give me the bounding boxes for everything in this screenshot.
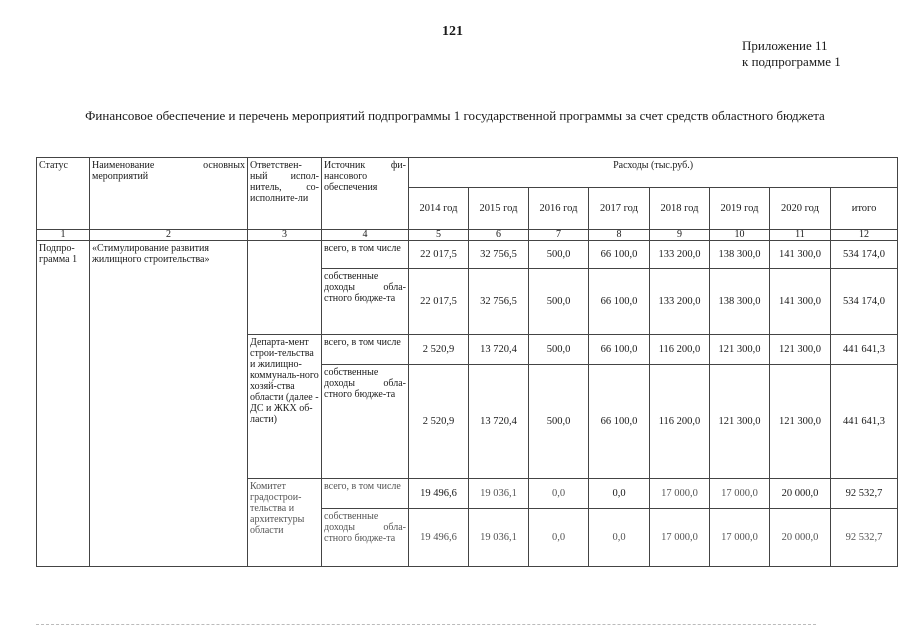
value-cell: 121 300,0 bbox=[710, 335, 770, 365]
column-number: 9 bbox=[650, 230, 710, 241]
value-cell: 66 100,0 bbox=[589, 335, 650, 365]
value-cell: 121 300,0 bbox=[770, 335, 831, 365]
value-cell: 20 000,0 bbox=[770, 479, 831, 509]
value-cell: 133 200,0 bbox=[650, 241, 710, 269]
value-cell: 121 300,0 bbox=[770, 365, 831, 479]
page-bottom-divider bbox=[36, 624, 816, 625]
column-number: 10 bbox=[710, 230, 770, 241]
appendix-reference bbox=[742, 38, 892, 70]
value-cell: 0,0 bbox=[589, 509, 650, 567]
header-total: итого bbox=[831, 188, 898, 230]
value-cell: 500,0 bbox=[529, 241, 589, 269]
header-measure-name: Наименование основных мероприятий bbox=[90, 158, 248, 230]
value-cell: 0,0 bbox=[589, 479, 650, 509]
column-number: 11 bbox=[770, 230, 831, 241]
responsible-cell bbox=[248, 241, 322, 335]
value-cell: 66 100,0 bbox=[589, 365, 650, 479]
value-cell: 0,0 bbox=[529, 509, 589, 567]
value-cell: 92 532,7 bbox=[831, 509, 898, 567]
value-cell: 2 520,9 bbox=[409, 365, 469, 479]
source-cell: собственные доходы обла-стного бюдже-та bbox=[322, 509, 409, 567]
header-year-2018: 2018 год bbox=[650, 188, 710, 230]
value-cell: 500,0 bbox=[529, 365, 589, 479]
header-year-2017: 2017 год bbox=[589, 188, 650, 230]
source-cell: всего, в том числе bbox=[322, 479, 409, 509]
column-number: 8 bbox=[589, 230, 650, 241]
value-cell: 13 720,4 bbox=[469, 335, 529, 365]
value-cell: 13 720,4 bbox=[469, 365, 529, 479]
value-cell: 500,0 bbox=[529, 269, 589, 335]
source-cell: собственные доходы обла-стного бюдже-та bbox=[322, 269, 409, 335]
value-cell: 19 036,1 bbox=[469, 479, 529, 509]
header-year-2015: 2015 год bbox=[469, 188, 529, 230]
value-cell: 500,0 bbox=[529, 335, 589, 365]
column-number: 4 bbox=[322, 230, 409, 241]
value-cell: 534 174,0 bbox=[831, 269, 898, 335]
value-cell: 22 017,5 bbox=[409, 241, 469, 269]
column-number: 2 bbox=[90, 230, 248, 241]
value-cell: 92 532,7 bbox=[831, 479, 898, 509]
value-cell: 66 100,0 bbox=[589, 269, 650, 335]
header-year-2019: 2019 год bbox=[710, 188, 770, 230]
header-expenses: Расходы (тыс.руб.) bbox=[409, 158, 898, 188]
value-cell: 19 036,1 bbox=[469, 509, 529, 567]
value-cell: 2 520,9 bbox=[409, 335, 469, 365]
column-number: 6 bbox=[469, 230, 529, 241]
value-cell: 441 641,3 bbox=[831, 365, 898, 479]
value-cell: 17 000,0 bbox=[710, 509, 770, 567]
page-number: 121 bbox=[442, 24, 463, 39]
measure-name-cell: «Стимулирование развития жилищного строительства» bbox=[90, 241, 248, 567]
column-number: 12 bbox=[831, 230, 898, 241]
header-status: Статус bbox=[37, 158, 90, 230]
appendix-line-1: Приложение 11 bbox=[742, 38, 828, 53]
value-cell: 19 496,6 bbox=[409, 509, 469, 567]
responsible-cell: Комитет градострои-тельства и архитектуры области bbox=[248, 479, 322, 567]
value-cell: 66 100,0 bbox=[589, 241, 650, 269]
value-cell: 17 000,0 bbox=[710, 479, 770, 509]
appendix-line-2: к подпрограмме 1 bbox=[742, 54, 841, 69]
responsible-cell: Департа-мент строи-тельства и жилищно-коммуналь-ного хозяй-ства области (далее - ДС и ЖКХ об-ласти) bbox=[248, 335, 322, 479]
source-cell: всего, в том числе bbox=[322, 335, 409, 365]
header-year-2020: 2020 год bbox=[770, 188, 831, 230]
header-year-2014: 2014 год bbox=[409, 188, 469, 230]
status-cell: Подпро-грамма 1 bbox=[37, 241, 90, 567]
column-number: 5 bbox=[409, 230, 469, 241]
value-cell: 116 200,0 bbox=[650, 365, 710, 479]
column-number: 1 bbox=[37, 230, 90, 241]
value-cell: 138 300,0 bbox=[710, 269, 770, 335]
value-cell: 22 017,5 bbox=[409, 269, 469, 335]
value-cell: 32 756,5 bbox=[469, 269, 529, 335]
value-cell: 20 000,0 bbox=[770, 509, 831, 567]
table-row bbox=[37, 241, 898, 269]
source-cell: всего, в том числе bbox=[322, 241, 409, 269]
value-cell: 138 300,0 bbox=[710, 241, 770, 269]
value-cell: 141 300,0 bbox=[770, 269, 831, 335]
document-title: Финансовое обеспечение и перечень мероприятий подпрограммы 1 государственной программы за счет средств областного бюджета bbox=[85, 108, 825, 123]
value-cell: 141 300,0 bbox=[770, 241, 831, 269]
financing-table bbox=[36, 157, 898, 567]
header-year-2016: 2016 год bbox=[529, 188, 589, 230]
value-cell: 17 000,0 bbox=[650, 479, 710, 509]
value-cell: 17 000,0 bbox=[650, 509, 710, 567]
value-cell: 19 496,6 bbox=[409, 479, 469, 509]
value-cell: 116 200,0 bbox=[650, 335, 710, 365]
header-funding-source: Источник фи-нансового обеспечения bbox=[322, 158, 409, 230]
value-cell: 32 756,5 bbox=[469, 241, 529, 269]
value-cell: 121 300,0 bbox=[710, 365, 770, 479]
value-cell: 441 641,3 bbox=[831, 335, 898, 365]
value-cell: 0,0 bbox=[529, 479, 589, 509]
column-number: 3 bbox=[248, 230, 322, 241]
header-responsible: Ответствен-ный испол-нитель, со-исполните-ли bbox=[248, 158, 322, 230]
value-cell: 534 174,0 bbox=[831, 241, 898, 269]
column-number: 7 bbox=[529, 230, 589, 241]
source-cell: собственные доходы обла-стного бюдже-та bbox=[322, 365, 409, 479]
value-cell: 133 200,0 bbox=[650, 269, 710, 335]
